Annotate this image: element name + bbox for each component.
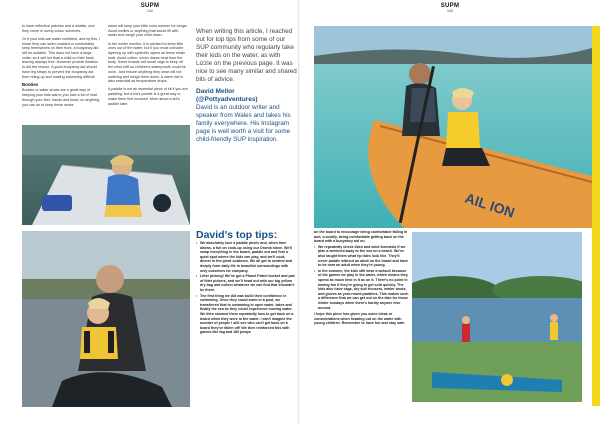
tip-item-continued: • on the board to encourage being comfortable falling in and, crucially, being comfortable getting back on the board with a buoyancy aid on. [314,230,410,244]
right-page [300,0,600,424]
closing-text: I hope this piece has given you some ideas or considerations when heading out on the water with young children. Remember to have fun and stay safe. [314,312,406,326]
photo-lakeside-image [412,232,582,402]
paragraph: In the winter months, it is advised to keep little ones out of the water, but if you must consider layering up with synthetic layers as these retain heat. Avoid cotton, which draws heat from the body. Some brands sell small cags to keep off the wind chill so children's waterproofs could be worn. Just ensure anything they wear will not waterlog and weigh them down. A warm hat is also essential as temperature drops. [108,41,186,84]
author-bio-box [196,28,298,228]
author-handle: (@Pottyadventures) [196,96,258,103]
photo-family-on-sup-image [314,26,592,228]
photo-lakeside [412,232,582,402]
tip-item: • Litter picking! We've got a Planet Patrol bucket and pair of litter pickers, and we'll head out with our big yellow dry bag and collect whatever we can find that shouldn't be there. [196,274,296,292]
tips-column-left [196,241,296,336]
photo-child-on-board [22,125,190,225]
left-column-2 [108,24,188,110]
tip-item: • We repeatedly check tides and wind forecasts if we plan a weekend away to the sea on a beach. We've also taught them what rip tides look like. They'll never paddle without an adult on the board and have to be near an adult when they're young. [314,245,410,268]
bio-intro: When writing this article, I reached out for top tips from some of our SUP community who regularly take their kids on the water, as with Lizzie on the previous page. It was nice to see many similar and shared bits of advice. [196,28,297,83]
left-page-number: 142 [147,9,153,13]
photo-child-on-board-image [22,125,190,225]
booties-heading: Booties [22,81,39,87]
paragraph: to have reflective patches and a whistle, and they come in lovely colour schemes. [22,24,95,33]
tip-item: • We absolutely love a paddle picnic and, when time allows, a full on cook-up using our Dronta stove. We'll swap everything in the board, paddle out and find a quiet spot where the kids can play, and we'll cook dinner in the great outdoors. We all get to unwind and deeply form daily life in beautiful surroundings with only ourselves for company. [196,241,296,273]
left-brand: SUPM [140,3,160,9]
right-page-number: 143 [447,9,453,13]
tip-item: • In the summer, the kids still wear a wetsuit because of the games we play in the water, which means they spend as much time in it as on it. There's no point in having fun if they're going to get cold quickly. The kids also have cags, dry suit trousers, winter boots, and gloves as year-round paddlers. This makes such a difference that we can get out on the lake for those winter sundays when there's hardly anyone else around. [314,269,410,310]
paragraph: A paddle is not an essential piece of kit if you are paddling, but a kid's paddle is a great way to make them feel involved. More about a kid's paddle later. [108,87,188,106]
yellow-edge-strip [592,26,600,406]
board-lettering: AIL ION [463,189,517,221]
photo-father-and-son-image [22,231,190,407]
tip-item: • The first thing we did was build their confidence in swimming. Once they could swim in a pool, we transferred that to swimming in open water, lakes and finally the sea as they could experience moving water. We then showed them repeatedly how to get back on a board when they were in the water. I can't imagine the number of people I still see who can't get back on a board they've fallen off! We then reinforced this with games like tag and 180 jumps [196,294,296,335]
photo-family-on-sup [314,26,592,228]
photo-father-and-son [22,231,190,407]
paragraph: warm will keep your little ones warmer for longer. Avoid wellies or anything that would fill with water and weigh your child down. [108,24,188,38]
left-column-1 [22,24,101,111]
tips-column-right [314,230,410,326]
left-page-header [130,3,170,13]
author-bio: David is an outdoor writer and speaker from Wales and takes his family everywhere. His Instagram page is well worth a visit for some child-friendly SUP inspiration. [196,104,291,143]
paragraph: Or if your kids are water confident, and by this, I mean they can swim unaided or comfortably keep themselves on their front, a buoyancy aid will be suitable. This does not have a large collar, so it will not float a child on their back, leaving airways free. However provide flotation to aid the rescue. A good buoyancy aid should have leg straps to prevent the buoyancy aid from riding up and making swimming difficult. [22,36,101,79]
paragraph: Booties or water shoes are a great way of keeping your kids warm; you lose a lot of heat through your feet, hands and head, so anything you can do to keep these areas [22,88,100,107]
right-brand: SUPM [440,3,460,9]
right-page-header [430,3,470,13]
tips-title: David's top tips: [196,229,278,241]
author-name: David Mellor [196,88,235,95]
